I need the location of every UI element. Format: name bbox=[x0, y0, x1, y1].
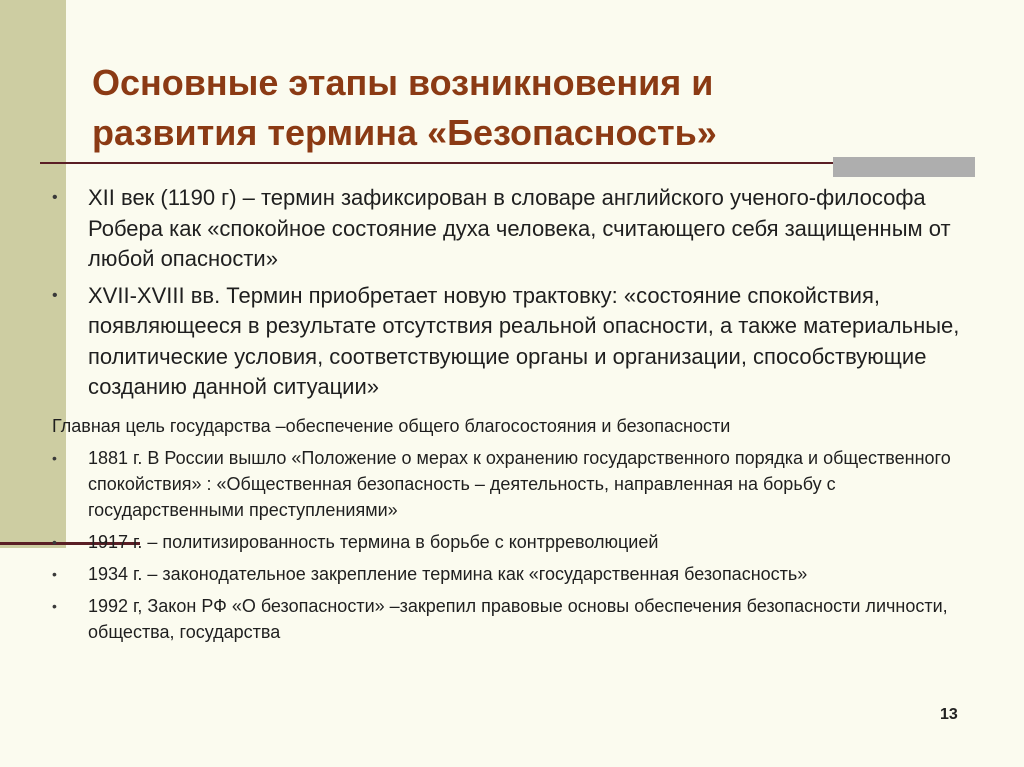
list-item-text: XVII-XVIII вв. Термин приобретает новую трактовку: «состояние спокойствия, появляющееся в результате отсутствия реальной опасности, а также материальные, политические условия, соответствующие органы и организации, способствующие созданию данной ситуации» bbox=[88, 282, 960, 399]
list-item-text: 1917 г. – политизированность термина в борьбе с контрреволюцией bbox=[88, 531, 659, 552]
list-item-text: XII век (1190 г) – термин зафиксирован в словаре английского ученого-философа Робера как «спокойное состояние духа человека, считающего себя защищенным от любой опасности» bbox=[88, 185, 951, 271]
list-item bbox=[52, 281, 972, 403]
bullet-icon: • bbox=[52, 565, 57, 582]
page-number: 13 bbox=[940, 706, 958, 723]
list-item bbox=[52, 561, 972, 587]
title-accent-bar bbox=[833, 157, 975, 177]
slide-title bbox=[92, 58, 972, 158]
list-item bbox=[52, 593, 972, 645]
list-item bbox=[52, 183, 972, 275]
bullet-icon: • bbox=[52, 189, 58, 206]
title-line-2: развития термина «Безопасность» bbox=[92, 112, 717, 153]
bullet-icon: • bbox=[52, 286, 58, 304]
slide-content bbox=[52, 183, 972, 651]
list-item-text: 1881 г. В России вышло «Положение о мерах к охранению государственного порядка и общественного спокойствия» : «Общественная безопасность – деятельность, направленная на борьбу с государственными преступлениями» bbox=[88, 447, 951, 520]
list-item-text: 1992 г, Закон РФ «О безопасности» –закрепил правовые основы обеспечения безопасности личности, общества, государства bbox=[88, 595, 948, 642]
title-line-1: Основные этапы возникновения и bbox=[92, 62, 714, 103]
bullet-icon: • bbox=[52, 533, 57, 550]
list-item-text: 1934 г. – законодательное закрепление термина как «государственная безопасность» bbox=[88, 563, 808, 584]
bullet-icon: • bbox=[52, 597, 57, 614]
bullet-icon: • bbox=[52, 449, 57, 466]
list-item bbox=[52, 445, 972, 523]
list-item bbox=[52, 529, 972, 555]
main-goal-text: Главная цель государства –обеспечение общего благосостояния и безопасности bbox=[52, 415, 731, 436]
